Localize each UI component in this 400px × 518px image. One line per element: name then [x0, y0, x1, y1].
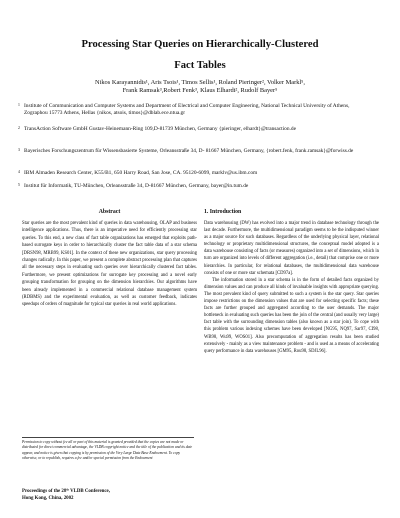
affiliation-text: Bayerisches Forschungszentrum für Wissensbasierte Systeme, Orleansstraße 34, D- 81667 München, Germany, {robert.fenk, frank.ramsak}@forwiss.de [24, 148, 354, 154]
affiliation-2 [18, 126, 364, 133]
proceedings-line2: Hong Kong, China, 2002 [22, 495, 74, 501]
affiliation-4 [18, 170, 364, 177]
authors-line1: Nikos Karayannidis¹, Aris Tsois¹, Timos Sellis¹, Roland Pieringer², Volker Markl⁵, [94, 79, 306, 86]
paper-title-line2: Fact Tables [174, 60, 226, 71]
affiliation-3 [18, 148, 364, 155]
affiliation-number: 5 [18, 183, 20, 187]
introduction-paragraph-1: Data warehousing (DW) has evolved into a major trend in database technology through the last decade. Furthermore, the multidimensional paradigm seems to be the indisputed winner as a major source for such databases. Regardless of the underlying physical layer, relational technology or proprietary multidimensional structures, the conceptual model adopted is a data warehouse consisting of facts (or measures) organized into a set of dimensions, which in turn are organized into levels of different aggregation (i.e., detail) that comprise one or more hierarchies. In particular, for relational databases, the multidimensional data warehouse consists of one or more star schemata [CD97a]. [204, 221, 379, 276]
proceedings-line1: Proceedings of the 28ᵗʰ VLDB Conference, [22, 489, 110, 494]
affiliation-text: Institut für Informatik, TU-München, Orleansstraße 34, D-81667 München, Germany, bayer@in.tum.de [24, 183, 249, 189]
introduction-heading: 1. Introduction [204, 209, 242, 215]
affiliation-1 [18, 103, 364, 117]
authors-line2: Frank Ramsak³,Robert Fenk³, Klaus Elhardt², Rudolf Bayer⁵ [122, 87, 278, 94]
affiliation-text: Institute of Communication and Computer Systems and Department of Electrical and Computer Engineering, National Technical University of Athens, Zographou 15773 Athens, Hellas {nikos, atsois, timos}@dblab.ece.ntua.gr [24, 103, 350, 117]
affiliation-text: TransAction Software GmbH Gustav-Heinemann-Ring 109,D-81739 München, Germany {pieringer, elhardt}@transaction.de [24, 126, 297, 132]
permission-notice: Permission to copy without fee all or part of this material is granted provided that the copies are not made or distributed for direct commercial advantage, the VLDB copyright notice and the title of the publication and its date appear, and notice is given that copying is by permission of the Very Large Data Base Endowment. To copy otherwise, or to republish, requires a fee and/or special permission from the Endowment [22, 437, 194, 461]
paper-title-line1: Processing Star Queries on Hierarchically-Clustered [81, 39, 319, 50]
introduction-paragraph-2: The information stored in a star schema is in the form of detailed facts organized by dimension values and can produce all kinds of invaluable insights with appropriate querying. The most prevalent kind of query submitted to such a system is the star query. Star queries impose restrictions on the dimension values that are used for selecting specific facts; these facts are further grouped and aggregated according to the user demands. The major bottleneck in evaluating such queries has been the join of the central (and usually very large) fact table with the surrounding dimension tables (also known as a star join). To cope with this problem various indexing schemes have been developed [NG95, NQ97, Sar97, CI98, WB98, Wu99, WOS01]. Also precomputation of aggregation results has been studied extensively - mainly as a view maintenance problem - and is used as a means of accelerating query performance in data warehouses [GM95, Rou98, SDJL96]. [204, 277, 379, 354]
affiliation-text: IBM Almaden Research Center, K55/B1, 650 Harry Road, San Jose, CA. 95120-6099, marklv@us.ibm.com [24, 170, 258, 176]
proceedings-info [22, 489, 194, 502]
abstract-heading: Abstract [98, 209, 121, 215]
affiliation-number: 4 [18, 170, 20, 174]
affiliation-number: 1 [18, 103, 20, 107]
affiliation-5 [18, 183, 364, 190]
affiliation-number: 2 [18, 126, 20, 130]
introduction-section [204, 208, 379, 355]
abstract-section [22, 208, 197, 309]
abstract-text: Star queries are the most prevalent kind of queries in data warehousing, OLAP and business intelligence applications. Thus, there is an imperative need for efficiently processing star queries. To this end, a new class of fact table organizations has emerged that exploits path-based surrogate keys in order to hierarchically cluster the fact table data of a star schema [DRSN98, MRB99, KS01]. In the context of these new organizations, star query processing changes radically. In this paper, we present a complete abstract processing plan that captures all the necessary steps in evaluating such queries over hierarchically clustered fact tables. Furthermore, we present optimizations for surrogate key processing and a novel early grouping transformation for grouping on the dimension hierarchies. Our algorithms have been already implemented in a commercial relational database management system (RDBMS) and the experimental evaluation, as well as customer feedback, indicates speedups of orders of magnitude for typical star queries in real world applications. [22, 221, 197, 308]
affiliation-number: 3 [18, 148, 20, 152]
